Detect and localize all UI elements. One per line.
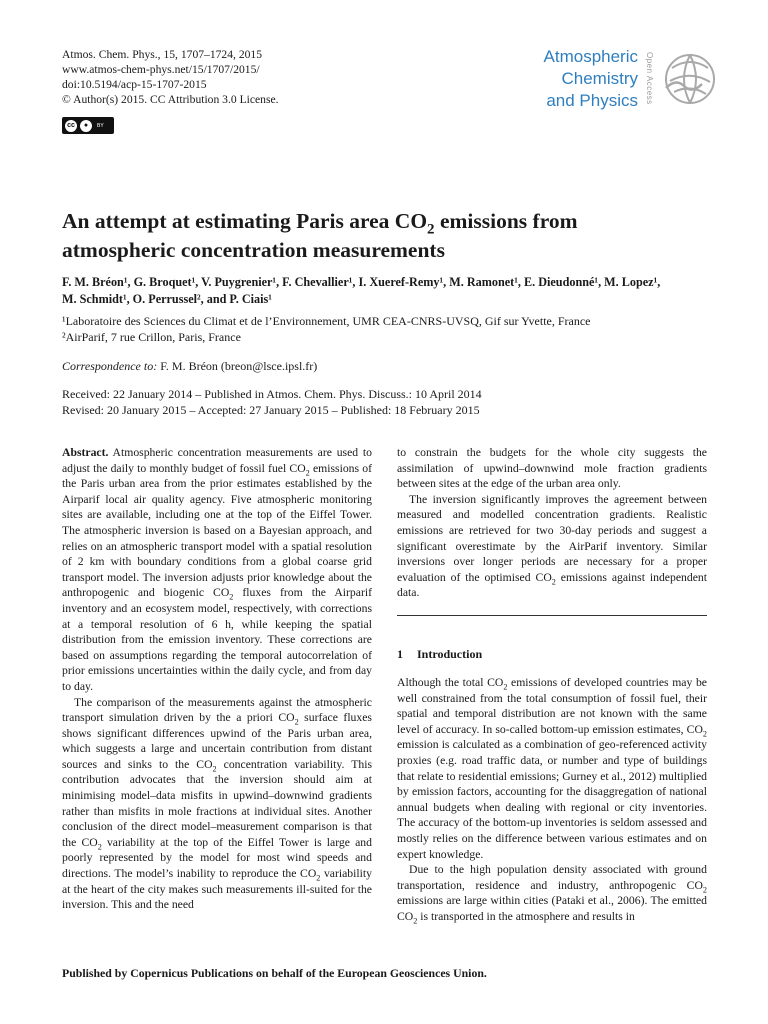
authors-line-2: M. Schmidt¹, O. Perrussel², and P. Ciais¹ xyxy=(62,292,272,306)
article-url[interactable]: www.atmos-chem-phys.net/15/1707/2015/ xyxy=(62,63,260,76)
introduction-paragraph-1: Although the total $CO_2$ emissions of developed countries may be well constrained from the total consumption of fossil fuel, their spatial and temporal distribution are not known with the same level of accuracy. In so-called bottom-up emission estimates, $CO_2$ emission is calculated as a combination of geo-referenced activity proxies (e.g. road traffic data, or number and type of buildings that relate to residential emissions; Gurney et al., 2012) multiplied by emission factors, accounting for the disaggregation of national annual budgets when dealing with regional or city inventories. The accuracy of the bottom-up inventories is seldom assessed and mostly relies on the difference between various estimates and on expert knowledge. xyxy=(397,676,707,861)
introduction-paragraph-2: Due to the high population density associated with ground transportation, residence and industry, anthropogenic $CO_2$ emissions are large within cities (Pataki et al., 2006). The emitted $CO_2$ is transported in the atmosphere and results in xyxy=(397,863,707,926)
revised-date: Revised: 20 January 2015 – Accepted: 27 January 2015 – Published: 18 February 2015 xyxy=(62,403,480,417)
publisher-footer: Published by Copernicus Publications on behalf of the European Geosciences Union. xyxy=(62,966,487,980)
by-label: BY xyxy=(97,122,104,129)
authors-line-1: F. M. Bréon¹, G. Broquet¹, V. Puygrenier¹, F. Chevallier¹, I. Xueref-Remy¹, M. Ramonet¹, E. Dieudonné¹, M. Lopez¹, xyxy=(62,275,661,289)
abstract-column xyxy=(62,445,372,913)
journal-line-2: Chemistry xyxy=(561,69,638,88)
journal-globe-logo-icon xyxy=(662,48,718,110)
citation: Atmos. Chem. Phys., 15, 1707–1724, 2015 xyxy=(62,48,263,61)
open-access-label: Open Access xyxy=(645,52,654,105)
cc-icon: cc xyxy=(65,120,77,132)
introduction-body xyxy=(397,675,707,925)
abstract-paragraph-1: Abstract. Atmospheric concentration measurements are used to adjust the daily to monthly budget of fossil fuel $CO_2$ emissions of the Paris urban area from the prior estimates established by the Airparif local air quality agency. Five atmospheric monitoring sites are available, including one at the top of the Eiffel Tower. The atmospheric inversion is based on a Bayesian approach, and relies on an atmospheric transport model with a spatial resolution of 2 km with boundary conditions from a global coarse grid transport model. The inversion adjusts prior knowledge about the anthropogenic and biogenic $CO_2$ fluxes from the Airparif inventory and an ecosystem model, respectively, with corrections at a temporal resolution of 6 h, while keeping the spatial distribution from the emission inventory. These corrections are based on assumptions regarding the temporal autocorrelation of prior emissions uncertainties within the daily cycle, and from day to day. xyxy=(62,446,372,693)
abstract-continuation xyxy=(397,445,707,601)
author-list xyxy=(62,274,712,308)
section-heading-introduction: 1 Introduction xyxy=(397,647,483,661)
correspondence: Correspondence to: F. M. Bréon (breon@lsce.ipsl.fr) xyxy=(62,359,318,373)
journal-line-3: and Physics xyxy=(546,91,638,110)
affiliations xyxy=(62,313,712,345)
received-date: Received: 22 January 2014 – Published in Atmos. Chem. Phys. Discuss.: 10 April 2014 xyxy=(62,387,482,401)
journal-line-1: Atmospheric xyxy=(543,47,638,66)
publication-dates xyxy=(62,386,482,418)
affiliation-2: ²AirParif, 7 rue Crillon, Paris, France xyxy=(62,330,241,344)
journal-name xyxy=(544,46,638,112)
article-title: An attempt at estimating Paris area $CO_2$ emissions from atmospheric concentration measurements xyxy=(62,209,578,262)
abstract-paragraph-2: The comparison of the measurements against the atmospheric transport simulation driven by the a priori $CO_2$ surface fluxes shows significant differences upwind of the Paris urban area, which suggests a large and uncertain contribution from distant sources and sinks to the $CO_2$ concentration variability. This contribution advocates that the inversion should aim at minimising model–data misfits in upwind–downwind gradients rather than misfits in mole fractions at individual sites. Another conclusion of the direct model–measurement comparison is that the $CO_2$ variability at the top of the Eiffel Tower is large and poorly represented by the model for most wind speeds and directions. The model’s inability to reproduce the $CO_2$ variability at the heart of the city makes such measurements ill-suited for the inversion. This and the need xyxy=(62,695,372,912)
abstract-divider xyxy=(397,615,707,616)
attribution-person-icon: ● xyxy=(80,120,92,132)
doi[interactable]: doi:10.5194/acp-15-1707-2015 xyxy=(62,78,207,91)
affiliation-1: ¹Laboratoire des Sciences du Climat et de l’Environnement, UMR CEA-CNRS-UVSQ, Gif sur Yvette, France xyxy=(62,314,591,328)
license: © Author(s) 2015. CC Attribution 3.0 License. xyxy=(62,93,279,106)
abstract-paragraph-3: The inversion significantly improves the agreement between measured and modelled concentration gradients. Realistic emissions are retrieved for two 30-day periods and suggest a significant overestimate by the AirParif inventory. Similar inversions over longer periods are necessary for a proper evaluation of the optimised $CO_2$ emissions against independent data. xyxy=(397,492,707,600)
abstract-paragraph-2-continued: to constrain the budgets for the whole city suggests the assimilation of upwind–downwind mole fraction gradients between sites at the edge of the urban area only. xyxy=(397,446,707,491)
article-metadata xyxy=(62,47,279,107)
cc-by-license-icon[interactable] xyxy=(62,117,114,134)
